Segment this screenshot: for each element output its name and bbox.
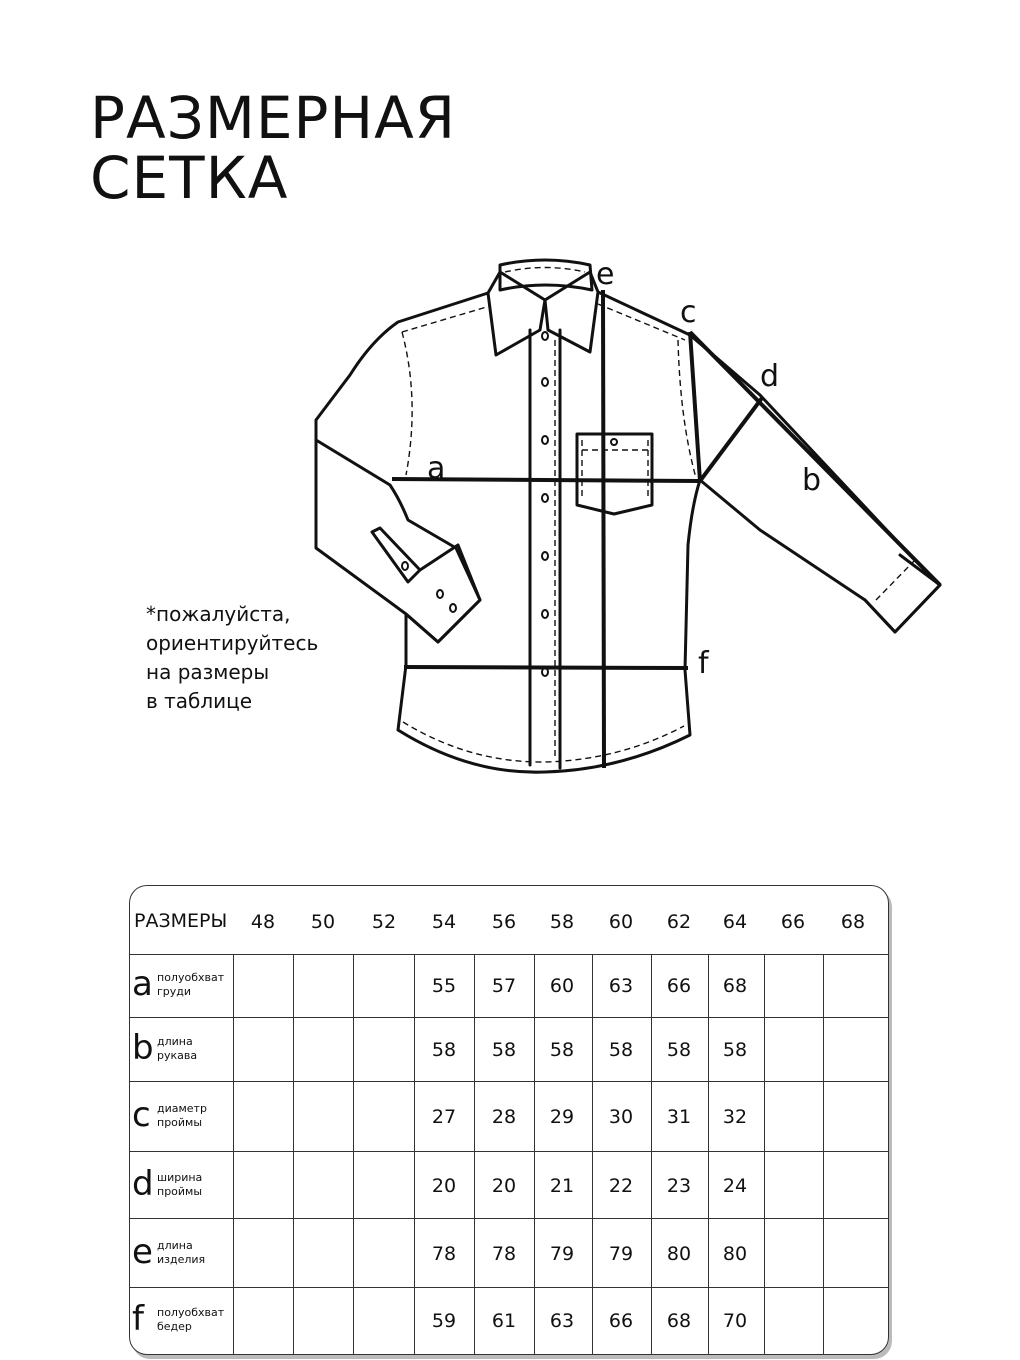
table-cell-divider [823, 1219, 824, 1287]
table-cell-value: 58 [666, 1039, 692, 1061]
table-cell-divider [823, 1018, 824, 1081]
table-cell-divider [823, 1082, 824, 1151]
table-cell-value: 28 [491, 1106, 517, 1128]
size-table-row [130, 1152, 888, 1219]
label-d: d [760, 359, 780, 394]
table-cell-value: 21 [549, 1174, 575, 1197]
size-header-label: РАЗМЕРЫ [134, 910, 228, 932]
measurement-letter: c [132, 1095, 151, 1135]
collar-stand-outline [500, 260, 592, 290]
table-cell-value: 58 [549, 1039, 575, 1061]
note-line: в таблице [146, 689, 253, 713]
size-header-cell: 60 [608, 911, 634, 933]
size-note [146, 600, 318, 716]
label-c: c [680, 295, 697, 330]
cuff-button-1 [402, 562, 408, 570]
table-cell-divider [353, 1219, 354, 1287]
table-cell-divider [233, 1219, 234, 1287]
table-cell-value: 58 [431, 1039, 457, 1061]
table-cell-value: 59 [431, 1310, 457, 1332]
size-table-header [130, 886, 888, 955]
label-f: f [698, 646, 709, 681]
pocket-stitch [582, 440, 648, 500]
table-cell-value: 68 [666, 1310, 692, 1332]
size-table-row [130, 954, 888, 1018]
table-cell-value: 30 [608, 1106, 634, 1128]
table-cell-value: 63 [549, 1310, 575, 1332]
table-cell-divider [293, 1152, 294, 1218]
table-cell-value: 22 [608, 1174, 634, 1197]
table-cell-value: 61 [491, 1310, 517, 1332]
table-cell-divider [293, 1219, 294, 1287]
yoke-right-stitch [598, 304, 685, 340]
table-cell-value: 55 [431, 975, 457, 997]
table-cell-value: 79 [608, 1242, 634, 1265]
table-cell-divider [293, 954, 294, 1017]
measurement-description: длина изделия [157, 1238, 206, 1266]
table-cell-value: 20 [431, 1174, 457, 1197]
table-cell-divider [293, 1018, 294, 1081]
measurement-letter: d [132, 1163, 154, 1204]
table-cell-value: 27 [431, 1106, 457, 1128]
label-a: a [427, 451, 446, 486]
size-header-cell: 64 [722, 911, 748, 933]
size-header-cell: 48 [250, 911, 276, 933]
table-cell-divider [353, 1152, 354, 1218]
table-cell-divider [233, 1288, 234, 1354]
table-cell-value: 57 [491, 975, 517, 997]
cuff-tab-outline [372, 528, 420, 582]
table-cell-divider [823, 1152, 824, 1218]
table-cell-value: 32 [722, 1106, 748, 1128]
label-e: e [596, 257, 615, 292]
button-4 [542, 494, 548, 502]
table-cell-divider [353, 1018, 354, 1081]
cuff-button-3 [450, 604, 456, 612]
button-5 [542, 552, 548, 560]
measurement-description: полуобхват груди [157, 971, 225, 998]
table-cell-value: 80 [666, 1242, 692, 1265]
cuff-button-2 [437, 590, 443, 598]
table-cell-value: 29 [549, 1106, 575, 1128]
table-cell-value: 66 [666, 975, 692, 997]
measurement-description: диаметр проймы [157, 1102, 207, 1129]
size-table-row [130, 1018, 888, 1082]
table-cell-divider [353, 954, 354, 1017]
size-header-cell: 62 [666, 911, 692, 933]
label-b: b [802, 463, 822, 498]
button-1 [542, 332, 548, 340]
armhole-left-stitch [402, 332, 412, 475]
table-cell-divider [293, 1288, 294, 1354]
table-cell-divider [233, 954, 234, 1017]
size-table-row [130, 1288, 888, 1354]
size-table [129, 885, 889, 1355]
table-cell-divider [353, 1288, 354, 1354]
yoke-left-stitch [402, 306, 490, 332]
size-header-cell: 68 [840, 911, 866, 933]
size-header-cell: 50 [310, 911, 336, 933]
table-cell-divider [233, 1082, 234, 1151]
title-line-1: РАЗМЕРНАЯ [90, 84, 457, 152]
cuff-stitch [876, 560, 915, 600]
table-cell-value: 70 [722, 1310, 748, 1332]
measurement-letter: f [132, 1299, 144, 1339]
measure-line-c [690, 332, 700, 481]
table-cell-value: 58 [722, 1039, 748, 1061]
note-line: ориентируйтесь [146, 631, 319, 655]
table-cell-value: 79 [549, 1242, 575, 1265]
size-header-cell: 56 [491, 911, 517, 933]
size-header-cell: 54 [431, 911, 457, 933]
size-header-cell: 66 [780, 911, 806, 933]
measurement-description: ширина проймы [157, 1170, 203, 1198]
pocket-button [611, 439, 617, 445]
collar-stitch [505, 268, 585, 273]
table-cell-value: 63 [608, 975, 634, 997]
table-cell-value: 24 [722, 1174, 748, 1197]
measure-line-b [690, 332, 940, 585]
measurement-letter: a [132, 964, 153, 1004]
table-cell-divider [293, 1082, 294, 1151]
table-cell-value: 78 [491, 1242, 517, 1265]
table-cell-value: 23 [666, 1174, 692, 1197]
table-cell-divider [823, 954, 824, 1017]
measure-line-d [700, 398, 762, 481]
button-2 [542, 378, 548, 386]
note-line: на размеры [146, 660, 270, 684]
table-cell-divider [233, 1152, 234, 1218]
table-cell-value: 78 [431, 1242, 457, 1265]
table-cell-divider [233, 1018, 234, 1081]
button-3 [542, 436, 548, 444]
table-cell-value: 68 [722, 975, 748, 997]
size-header-cell: 58 [549, 911, 575, 933]
measurement-description: длина рукава [157, 1035, 198, 1062]
table-cell-value: 66 [608, 1310, 634, 1332]
measure-line-e [603, 290, 604, 768]
measurement-letter: e [132, 1231, 153, 1272]
pocket-outline [577, 434, 652, 514]
note-line: *пожалуйста, [146, 602, 291, 626]
measure-line-f [404, 667, 688, 668]
button-6 [542, 610, 548, 618]
right-cuff-outline [865, 555, 940, 632]
table-cell-divider [823, 1288, 824, 1354]
table-cell-value: 60 [549, 975, 575, 997]
title-line-2: СЕТКА [90, 144, 289, 212]
size-table-row [130, 1082, 888, 1152]
size-table-row [130, 1219, 888, 1288]
table-cell-divider [353, 1082, 354, 1151]
measurement-letter: b [132, 1028, 154, 1068]
table-cell-value: 58 [608, 1039, 634, 1061]
table-cell-value: 31 [666, 1106, 692, 1128]
measurement-description: полуобхват бедер [157, 1306, 225, 1333]
table-cell-value: 58 [491, 1039, 517, 1061]
table-cell-value: 20 [491, 1174, 517, 1197]
size-header-cell: 52 [371, 911, 397, 933]
table-cell-value: 80 [722, 1242, 748, 1265]
